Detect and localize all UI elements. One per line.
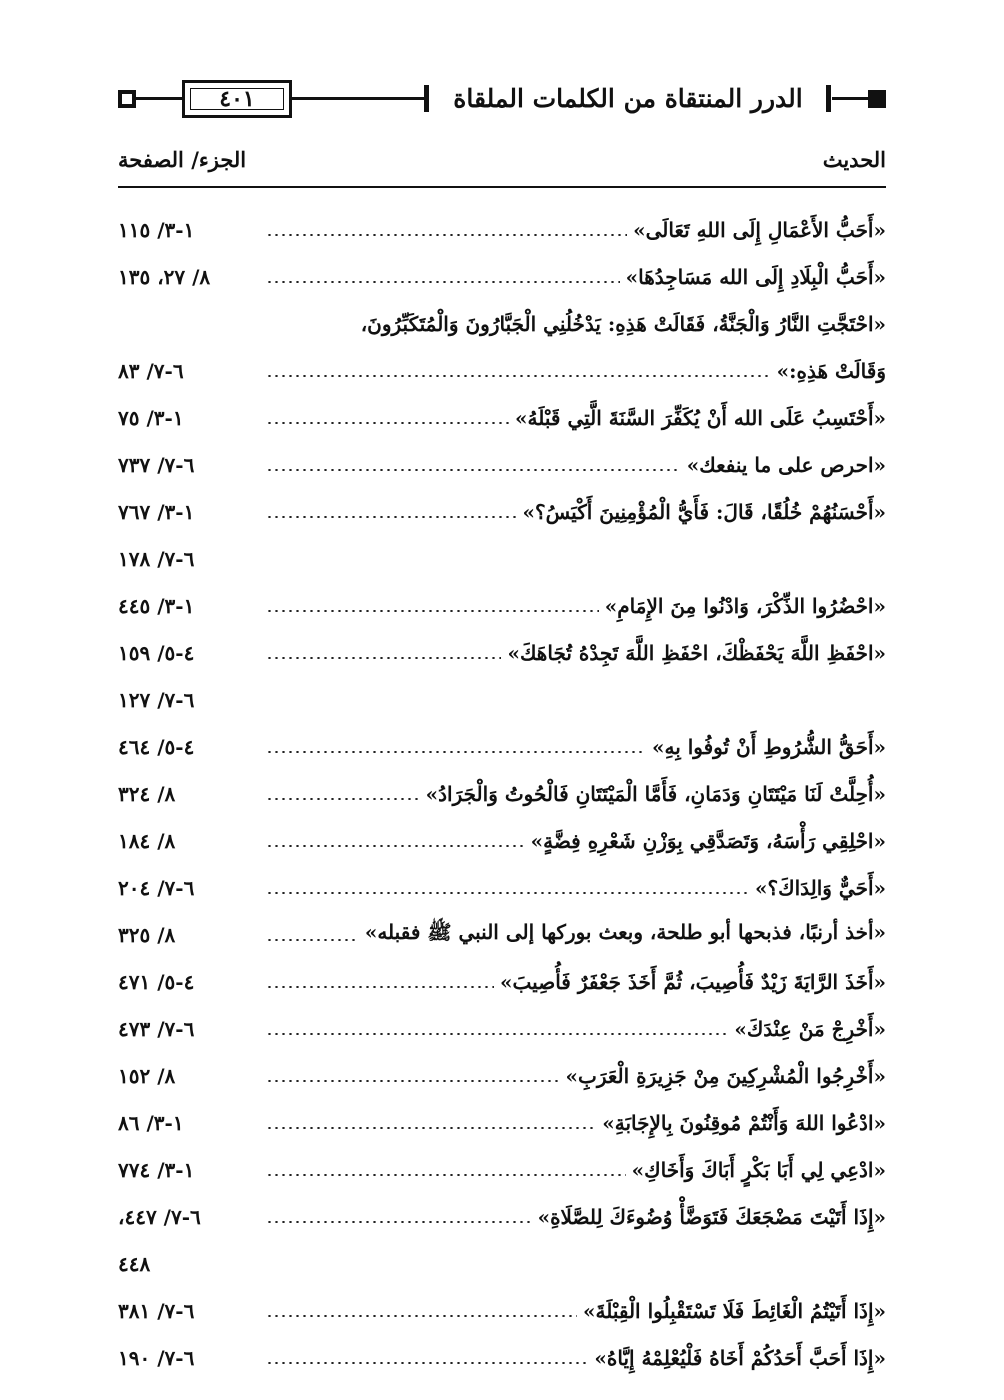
- hadith-text: «أَحْتَسِبُ عَلَى الله أَنْ يُكَفِّرَ السَّنَةَ الَّتِي قَبْلَهُ»: [515, 405, 886, 430]
- hadith-text: «احْلِقِي رَأْسَهُ، وَتَصَدَّقِي بِوَزْنِ شَعْرِهِ فِضَّةٍ»: [530, 828, 886, 853]
- dot-leader: [266, 1362, 588, 1364]
- index-entry: [118, 441, 886, 488]
- index-entry: [118, 347, 886, 394]
- hadith-text: «أَحَقُّ الشُّرُوطِ أَنْ تُوفُوا بِهِ»: [651, 734, 886, 759]
- index-entry-continuation: [118, 1240, 886, 1287]
- volume-page-reference: ١-٣/ ١١٥: [118, 217, 195, 242]
- index-entry: [118, 394, 886, 441]
- volume-page-reference: ٦-٧/ ١٩٠: [118, 1345, 195, 1370]
- hadith-index-list: [118, 206, 886, 1381]
- volume-page-reference: ٦-٧/ ١٧٨: [118, 546, 195, 571]
- hadith-text: «احْضُرُوا الذِّكْرَ، وَادْنُوا مِنَ الإِمَامِ»: [604, 593, 886, 618]
- index-entry: [118, 629, 886, 676]
- volume-page-reference: ٦-٧/ ١٢٧: [118, 687, 195, 712]
- right-square-ornament: [868, 90, 886, 108]
- hadith-text: «احْفَظِ اللَّهَ يَحْفَظْكَ، احْفَظِ اللَّهَ تَجِدْهُ تُجَاهَكَ»: [507, 640, 886, 665]
- index-entry: [118, 1099, 886, 1146]
- volume-page-reference: ٨/ ٣٢٤: [118, 781, 176, 806]
- volume-page-reference: ٦-٧/ ٨٣: [118, 358, 184, 383]
- header-rule-segment: [292, 97, 424, 100]
- dot-leader: [266, 1315, 577, 1317]
- hadith-text: «ادْعُوا اللهَ وَأَنْتُمْ مُوقِنُونَ بِالإِجَابَةِ»: [602, 1110, 886, 1135]
- hadith-column-heading: الحديث: [822, 147, 886, 172]
- header-rule-segment: [136, 97, 182, 100]
- running-header: [118, 80, 886, 124]
- hadith-text: «أُحِلَّتْ لَنَا مَيْتَتَانِ وَدَمَانِ، فَأَمَّا الْمَيْتَتَانِ فَالْحُوتُ وَالْجَرَادُ»: [425, 781, 886, 806]
- index-entry: [118, 206, 886, 253]
- hadith-text: «أَخْرِجُوا الْمُشْرِكِينَ مِنْ جَزِيرَةِ الْعَرَبِ»: [565, 1063, 886, 1088]
- hadith-text: «أَحَيٌّ وَالِدَاكَ؟»: [754, 875, 886, 900]
- dot-leader: [266, 516, 517, 518]
- left-square-ornament: [118, 90, 136, 108]
- dot-leader: [266, 1127, 596, 1129]
- heading-rule: [118, 186, 886, 188]
- hadith-text: «أَحْسَنُهُمْ خُلُقًا، قَالَ: فَأَيُّ الْمُؤْمِنِينَ أَكْيَسُ؟»: [522, 499, 886, 524]
- dot-leader: [266, 375, 771, 377]
- index-entry: [118, 817, 886, 864]
- hadith-text: «أَخْرِجْ مَنْ عِنْدَكَ»: [734, 1016, 886, 1041]
- page: [118, 0, 886, 1400]
- dot-leader: [266, 892, 749, 894]
- dot-leader: [266, 939, 359, 941]
- hadith-text: «إِذَا أَحَبَّ أَحَدُكُمْ أَخَاهُ فَلْيُعْلِمْهُ إِيَّاهُ»: [594, 1345, 886, 1370]
- hadith-text: «احْتَجَّتِ النَّارُ وَالْجَنَّةُ، فَقَالَتْ هَذِهِ: يَدْخُلُنِي الْجَبَّارُونَ وَالْمُتَكَبِّرُونَ،: [360, 311, 886, 336]
- index-entry: [118, 300, 886, 347]
- index-entry: [118, 1005, 886, 1052]
- dot-leader: [266, 234, 627, 236]
- dot-leader: [266, 281, 620, 283]
- dot-leader: [266, 1221, 532, 1223]
- index-entry: [118, 864, 886, 911]
- index-entry-continuation: [118, 535, 886, 582]
- page-number-frame: [182, 80, 292, 118]
- index-entry: [118, 958, 886, 1005]
- index-entry: [118, 488, 886, 535]
- hadith-text: «احرص على ما ينفعك»: [686, 452, 886, 477]
- volume-page-reference: ٤-٥/ ١٥٩: [118, 640, 195, 665]
- index-entry: [118, 911, 886, 958]
- dot-leader: [266, 657, 501, 659]
- dot-leader: [266, 845, 525, 847]
- index-entry: [118, 582, 886, 629]
- dot-leader: [266, 422, 509, 424]
- volume-page-reference: ١-٣/ ٧٧٤: [118, 1157, 195, 1182]
- hadith-text: وَقَالَتْ هَذِهِ:»: [776, 358, 886, 383]
- volume-page-reference: ٦-٧/ ٢٠٤: [118, 875, 195, 900]
- dot-leader: [266, 986, 494, 988]
- volume-page-reference: ١-٣/ ٨٦: [118, 1110, 184, 1135]
- hadith-text: «أَخَذَ الرَّايَةَ زَيْدٌ فَأُصِيبَ، ثُمَّ أَخَذَ جَعْفَرٌ فَأُصِيبَ»: [500, 969, 886, 994]
- dot-leader: [266, 610, 599, 612]
- volume-page-reference: ٦-٧/ ٣٨١: [118, 1298, 195, 1323]
- hadith-text: «أخذ أرنبًا، فذبحها أبو طلحة، وبعث بوركها إلى النبي ﷺ فقبله»: [364, 920, 886, 944]
- index-entry: [118, 723, 886, 770]
- volume-page-reference: ٦-٧/ ٧٣٧: [118, 452, 195, 477]
- dot-leader: [266, 798, 420, 800]
- hadith-text: «ادْعِي لِي أَبَا بَكْرٍ أَبَاكَ وَأَخَاكِ»: [631, 1157, 886, 1182]
- book-title: الدرر المنتقاة من الكلمات الملقاة: [453, 84, 803, 113]
- index-entry: [118, 1334, 886, 1381]
- volume-page-reference: ٨/ ١٥٢: [118, 1063, 176, 1088]
- header-tick: [424, 85, 429, 112]
- hadith-text: «إِذَا أَتَيْتَ مَضْجَعَكَ فَتَوَضَّأْ وُضُوءَكَ لِلصَّلَاةِ»: [537, 1204, 886, 1229]
- volume-page-reference: ١-٣/ ٧٥: [118, 405, 184, 430]
- index-entry: [118, 1287, 886, 1334]
- hadith-text: «أَحَبُّ الْبِلَادِ إِلَى الله مَسَاجِدُهَا»: [625, 264, 886, 289]
- dot-leader: [266, 328, 355, 330]
- volume-page-reference: ٨/ ٢٧، ١٣٥: [118, 264, 211, 289]
- hadith-text: «أَحَبُّ الأَعْمَالِ إِلَى اللهِ تَعَالَى»: [633, 217, 886, 242]
- reference-column-heading: الجزء/ الصفحة: [118, 147, 247, 172]
- volume-page-reference: ٦-٧/ ٤٧٣: [118, 1016, 195, 1041]
- index-entry: [118, 253, 886, 300]
- header-rule-segment: [832, 97, 868, 100]
- index-entry-continuation: [118, 676, 886, 723]
- volume-page-reference: ٤-٥/ ٤٧١: [118, 969, 195, 994]
- dot-leader: [266, 1033, 728, 1035]
- dot-leader: [266, 751, 646, 753]
- volume-page-reference: ٤-٥/ ٤٦٤: [118, 734, 195, 759]
- volume-page-reference: ٨/ ٣٢٥: [118, 922, 176, 947]
- volume-page-reference: ٤٤٨: [118, 1251, 151, 1276]
- dot-leader: [266, 469, 681, 471]
- volume-page-reference: ٦-٧/ ٤٤٧،: [118, 1204, 201, 1229]
- volume-page-reference: ١-٣/ ٧٦٧: [118, 499, 195, 524]
- dot-leader: [266, 1174, 626, 1176]
- index-entry: [118, 770, 886, 817]
- index-entry: [118, 1146, 886, 1193]
- page-number: ٤٠١: [219, 86, 255, 112]
- volume-page-reference: ٨/ ١٨٤: [118, 828, 176, 853]
- dot-leader: [266, 1080, 559, 1082]
- volume-page-reference: ١-٣/ ٤٤٥: [118, 593, 195, 618]
- index-entry: [118, 1052, 886, 1099]
- index-entry: [118, 1193, 886, 1240]
- hadith-text: «إِذَا أَتَيْتُمُ الْغَائِطَ فَلَا تَسْتَقْبِلُوا الْقِبْلَةَ»: [582, 1298, 886, 1323]
- header-tick: [826, 85, 831, 112]
